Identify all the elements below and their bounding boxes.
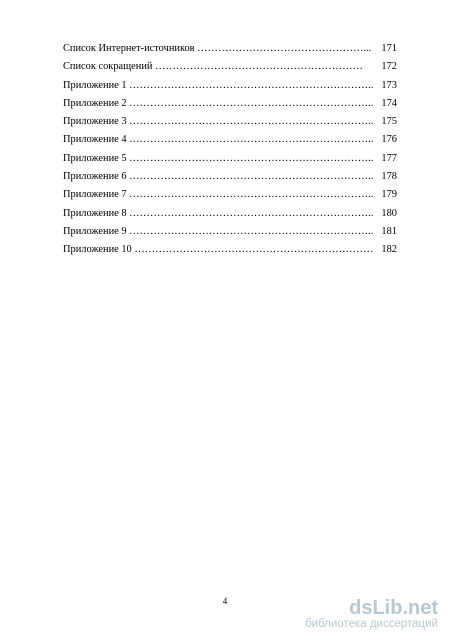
toc-entry-title: Приложение 4 ……………………………………………………………..: [63, 134, 374, 146]
toc-row-appendix-3: [63, 113, 397, 131]
toc-row-abbreviations: [63, 58, 397, 76]
toc-entry-page: 177: [381, 152, 397, 164]
toc-entry-title: Приложение 10 ……………………………………………………………: [63, 244, 374, 256]
toc-row-appendix-2: [63, 95, 397, 113]
toc-entry-page: 182: [381, 244, 397, 256]
toc-entry-page: 178: [381, 171, 397, 183]
toc-entry-title: Приложение 8 ……………………………………………………………..: [63, 207, 374, 219]
toc-row-appendix-7: [63, 186, 397, 204]
toc-entry-page: 175: [381, 116, 397, 128]
toc-entry-title: Приложение 2 ……………………………………………………………..: [63, 97, 374, 109]
toc-entry-page: 173: [381, 79, 397, 91]
toc-entry-page: 180: [381, 207, 397, 219]
toc-row-appendix-5: [63, 150, 397, 168]
toc-row-appendix-10: [63, 241, 397, 259]
table-of-contents: [63, 40, 397, 260]
toc-entry-title: Приложение 6 ……………………………………………………………..: [63, 171, 374, 183]
toc-entry-title: Список сокращений ……………………………………………………: [63, 61, 363, 73]
toc-entry-title: Приложение 5 ……………………………………………………………..: [63, 152, 374, 164]
toc-row-appendix-1: [63, 77, 397, 95]
page-number: 4: [222, 596, 228, 606]
toc-row-appendix-9: [63, 223, 397, 241]
toc-entry-title: Приложение 9 ……………………………………………………………..: [63, 225, 374, 237]
toc-entry-title: Список Интернет-источников …………………………………………...: [63, 43, 372, 54]
toc-entry-page: 181: [381, 225, 397, 237]
dslib-logo: dsLib.net: [349, 597, 438, 619]
toc-row-appendix-4: [63, 131, 397, 149]
toc-entry-page: 176: [381, 134, 397, 146]
toc-entry-title: Приложение 7 ……………………………………………………………..: [63, 189, 374, 201]
toc-entry-page: 172: [381, 61, 397, 73]
dslib-tagline: библиотека диссертаций: [305, 618, 438, 630]
toc-entry-title: Приложение 3 ……………………………………………………………..: [63, 116, 374, 128]
toc-entry-page: 179: [381, 189, 397, 201]
dslib-watermark: [248, 598, 438, 631]
toc-row-appendix-6: [63, 168, 397, 186]
toc-entry-page: 174: [381, 97, 397, 109]
toc-entry-title: Приложение 1 ……………………………………………………………..: [63, 79, 374, 91]
toc-entry-page: 171: [381, 43, 397, 54]
toc-row-appendix-8: [63, 205, 397, 223]
toc-row-internet-sources: [63, 40, 397, 58]
